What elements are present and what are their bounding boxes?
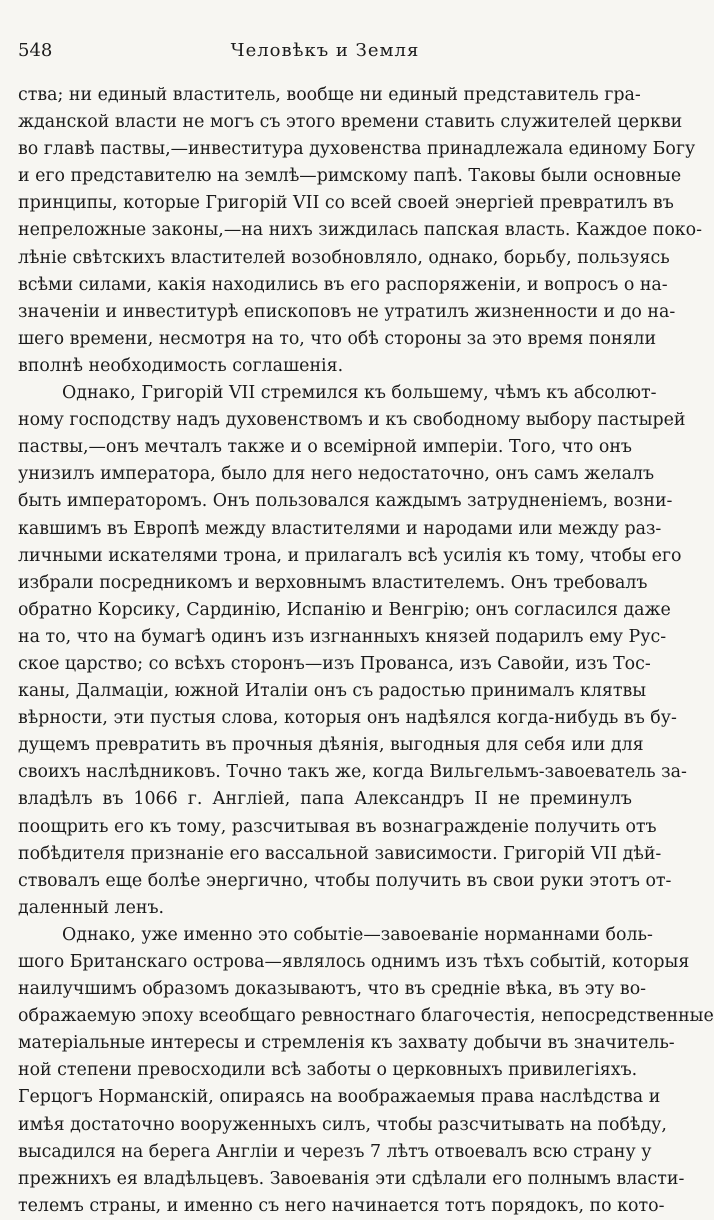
text-line: во главѣ паствы,—инвеститура духовенства принадлежала единому Богу: [18, 139, 696, 160]
text-line: прежнихъ ея владѣльцевъ. Завоеванія эти сдѣлали его полнымъ власти-: [18, 1168, 685, 1189]
text-line: дущемъ превратить въ прочныя дѣянія, выгодныя для себя или для: [18, 735, 644, 756]
text-line: лѣніе свѣтскихъ властителей возобновляло, однако, борьбу, пользуясь: [18, 247, 670, 268]
text-line: имѣя достаточно вооруженныхъ силъ, чтобы разсчитывать на побѣду,: [18, 1114, 667, 1135]
text-line: высадился на берега Англіи и черезъ 7 лѣтъ отвоевалъ всю страну у: [18, 1141, 652, 1162]
text-line: всѣми силами, какія находились въ его распоряженіи, и вопросъ о на-: [18, 274, 668, 295]
text-line: вполнѣ необходимость соглашенія.: [18, 355, 344, 376]
text-line: своихъ наслѣдниковъ. Точно такъ же, когда Вильгельмъ-завоеватель за-: [18, 762, 687, 783]
paragraph: [18, 380, 687, 922]
text-line: ображаемую эпоху всеобщаго ревностнаго благочестія, непосредственные: [18, 1006, 714, 1027]
text-line: шого Британскаго острова—являлось однимъ изъ тѣхъ событій, которыя: [18, 952, 690, 972]
text-line: шего времени, несмотря на то, что обѣ стороны за это время поняли: [18, 328, 657, 349]
text-line: непреложные законы,—на нихъ зиждилась папская власть. Каждое поко-: [18, 220, 703, 241]
text-line: телемъ страны, и именно съ него начинается тотъ порядокъ, по кото-: [18, 1195, 665, 1216]
page-number: 548: [18, 40, 53, 61]
text-line: матеріальные интересы и стремленія къ захвату добычи въ значитель-: [18, 1033, 675, 1054]
text-line: вѣрности, эти пустыя слова, которыя онъ надѣялся когда-нибудь въ бу-: [18, 708, 677, 729]
text-line: обратно Корсику, Сардинію, Испанію и Венгрію; онъ согласился даже: [18, 599, 671, 620]
text-line: ному господству надъ духовенствомъ и къ свободному выбору пастырей: [18, 410, 686, 431]
text-line: поощрить его къ тому, разсчитывая въ вознагражденіе получить отъ: [18, 816, 657, 837]
text-line: побѣдителя признаніе его вассальной зависимости. Григорій VII дѣй-: [18, 843, 662, 864]
text-line: Однако, Григорій VII стремился къ большему, чѣмъ къ абсолют-: [62, 383, 657, 404]
page-header: [18, 40, 632, 66]
text-line: значеніи и инвеститурѣ епископовъ не утратилъ жизненности и до на-: [18, 301, 676, 322]
text-line: и его представителю на землѣ—римскому папѣ. Таковы были основные: [18, 166, 682, 187]
text-line: кавшимъ въ Европѣ между властителями и народами или между раз-: [18, 518, 662, 539]
text-line: владѣлъ въ 1066 г. Англіей, папа Александръ II не преминулъ: [18, 789, 632, 810]
text-line: паствы,—онъ мечталъ также и о всемірной имперіи. Того, что онъ: [18, 437, 632, 458]
text-line: наилучшимъ образомъ доказываютъ, что въ средніе вѣка, въ эту во-: [18, 979, 647, 1000]
text-line: унизилъ императора, было для него недостаточно, онъ самъ желалъ: [18, 464, 655, 485]
text-line: на то, что на бумагѣ одинъ изъ изгнанныхъ князей подарилъ ему Рус-: [18, 626, 667, 647]
text-line: Однако, уже именно это событіе—завоеваніе норманнами боль-: [62, 924, 653, 945]
text-line: ства; ни единый властитель, вообще ни единый представитель гра-: [18, 85, 641, 105]
body-text: [18, 82, 714, 1220]
text-line: избрали посредникомъ и верховнымъ властителемъ. Онъ требовалъ: [18, 572, 648, 593]
text-line: Герцогъ Норманскій, опираясь на воображаемыя права наслѣдства и: [18, 1087, 661, 1108]
text-line: каны, Далмаціи, южной Италіи онъ съ радостью принималъ клятвы: [18, 681, 647, 702]
running-title: Человѣкъ и Земля: [230, 40, 420, 61]
text-line: даленный ленъ.: [18, 897, 165, 918]
paragraph: [18, 922, 714, 1220]
text-line: принципы, которые Григорій VII со всей своей энергіей превратилъ въ: [18, 193, 674, 214]
text-line: ной степени превосходили всѣ заботы о церковныхъ привилегіяхъ.: [18, 1060, 638, 1081]
text-line: ствовалъ еще болѣе энергично, чтобы получить въ свои руки этотъ от-: [18, 870, 672, 891]
paragraph: [18, 82, 703, 380]
text-line: быть императоромъ. Онъ пользовался каждымъ затрудненіемъ, возни-: [18, 491, 673, 512]
text-line: жданской власти не могъ съ этого времени ставить служителей церкви: [18, 112, 683, 133]
text-line: ское царство; со всѣхъ сторонъ—изъ Прованса, изъ Савойи, изъ Тос-: [18, 653, 651, 674]
text-line: личными искателями трона, и прилагалъ всѣ усилія къ тому, чтобы его: [18, 545, 682, 566]
